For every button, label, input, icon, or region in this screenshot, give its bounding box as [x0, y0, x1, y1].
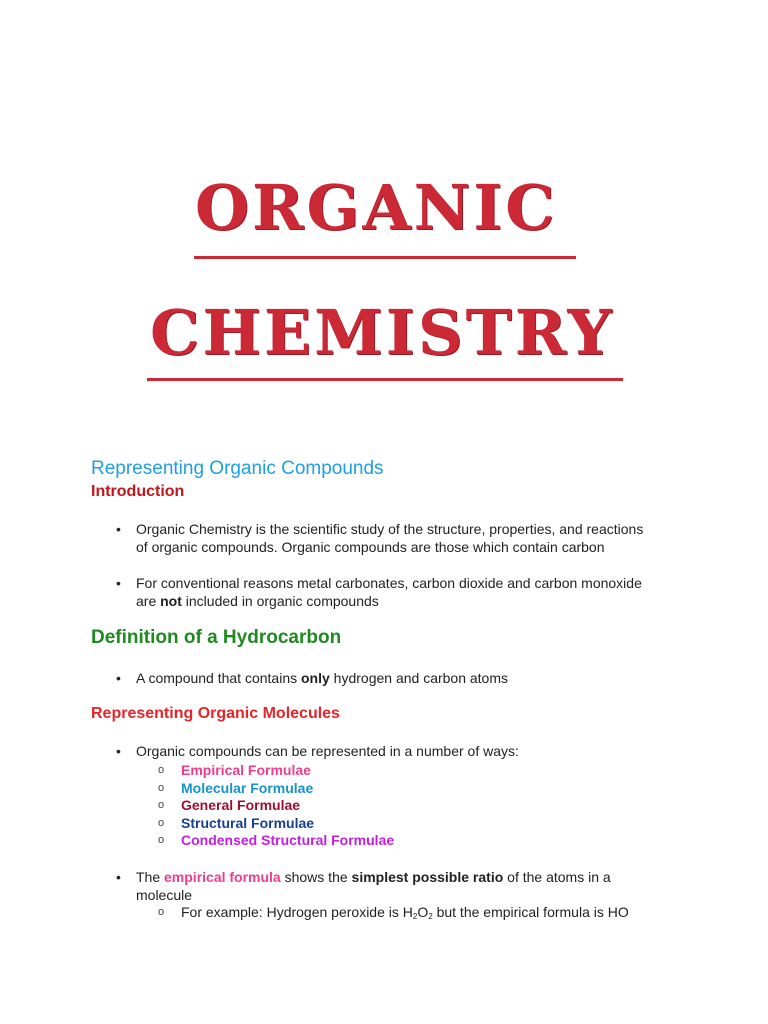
bullet-text: shows the	[280, 869, 352, 885]
circle-bullet-icon: o	[158, 817, 165, 829]
way-condensed-structural-formulae: Condensed Structural Formulae	[181, 832, 395, 848]
circle-bullet-icon: o	[158, 906, 165, 918]
circle-bullet-icon: o	[158, 834, 165, 846]
bullet-text: A compound that contains	[136, 670, 301, 686]
way-molecular-formulae: Molecular Formulae	[181, 780, 314, 796]
bullet-text: hydrogen and carbon atoms	[329, 670, 509, 686]
example-hydrogen-peroxide	[181, 903, 629, 926]
section-heading-representing-molecules: Representing Organic Molecules	[91, 705, 340, 722]
circle-bullet-icon: o	[158, 782, 165, 794]
title-chemistry: CHEMISTRY	[150, 296, 615, 369]
section-heading-hydrocarbon: Definition of a Hydrocarbon	[91, 627, 342, 648]
way-general-formulae: General Formulae	[181, 797, 301, 813]
title-underline	[147, 378, 623, 381]
bullet-text: The	[136, 869, 165, 885]
title-organic: ORGANIC	[195, 171, 558, 244]
emphasis-only: only	[301, 670, 330, 686]
way-structural-formulae: Structural Formulae	[181, 815, 315, 831]
emphasis-not: not	[160, 593, 182, 609]
bullet-empirical-formula	[136, 868, 656, 904]
bullet-conventional-exclusions	[136, 574, 656, 610]
circle-bullet-icon: o	[158, 764, 165, 776]
bullet-text: of the atoms in a molecule	[136, 869, 611, 903]
subscript: 2	[412, 912, 418, 921]
bullet-hydrocarbon-definition	[136, 669, 656, 687]
term-empirical-formula: empirical formula	[164, 869, 281, 885]
subscript: 2	[428, 912, 433, 921]
bullet-text: For conventional reasons metal carbonates, carbon dioxide and carbon monoxide are	[136, 575, 642, 609]
emphasis-simplest-ratio: simplest possible ratio	[351, 869, 504, 885]
example-text: For example: Hydrogen peroxide is H	[181, 904, 413, 920]
subheading-introduction: Introduction	[91, 483, 185, 500]
title-underline	[194, 256, 576, 259]
bullet-organic-chemistry-definition: • Organic Chemistry is the scientific study of the structure, properties, and reactions of organic compounds. Organic compounds are those which contain carbon	[136, 520, 656, 556]
bullet-text: included in organic compounds	[181, 593, 379, 609]
way-empirical-formulae: Empirical Formulae	[181, 762, 311, 778]
section-heading-representing-compounds: Representing Organic Compounds	[91, 458, 384, 479]
circle-bullet-icon: o	[158, 799, 165, 811]
example-text: O	[417, 904, 429, 920]
bullet-representation-ways: • Organic compounds can be represented in a number of ways:	[136, 742, 656, 760]
example-text: but the empirical formula is HO	[432, 904, 629, 920]
